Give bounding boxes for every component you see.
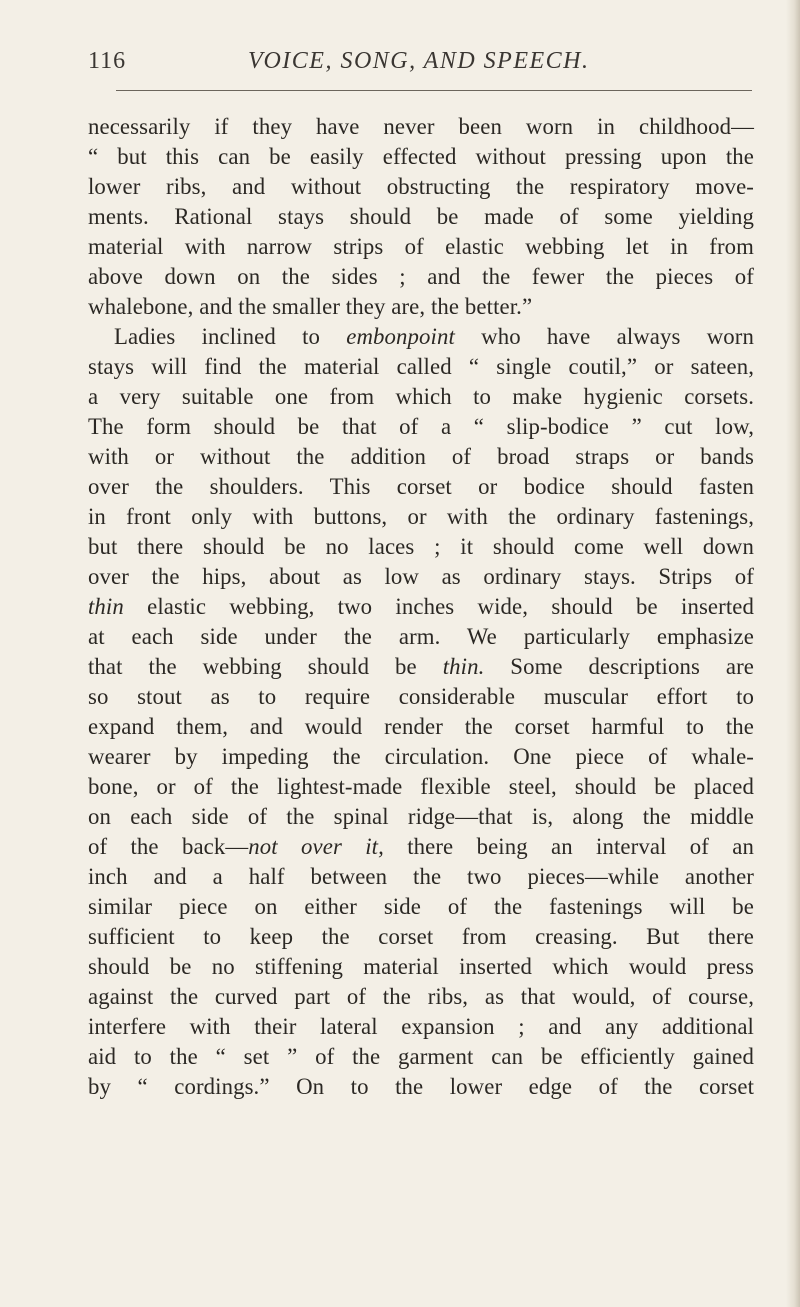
text-line: inch and a half between the two pieces—while another: [88, 864, 754, 889]
text-line: sufficient to keep the corset from creasing. But there: [88, 924, 754, 949]
text-line: by “ cordings.” On to the lower edge of the corset: [88, 1074, 754, 1099]
text-line: so stout as to require considerable muscular effort to: [88, 684, 754, 709]
italic-text: embonpoint: [346, 324, 455, 349]
text-line: [88, 652, 754, 682]
line-text: Ladies inclined to: [114, 324, 347, 349]
text-line: material with narrow strips of elastic webbing let in from: [88, 234, 754, 259]
text-line: lower ribs, and without obstructing the respiratory move-: [88, 174, 754, 199]
line-text: Some descriptions are: [484, 654, 754, 679]
text-line: stays will find the material called “ single coutil,” or sateen,: [88, 354, 754, 379]
text-line: should be no stiffening material inserted which would press: [88, 954, 754, 979]
body-text: [88, 112, 754, 1102]
text-line: necessarily if they have never been worn in childhood—: [88, 114, 754, 139]
page-header: [88, 48, 754, 88]
italic-text: thin: [88, 594, 124, 619]
text-line: [88, 832, 754, 862]
text-line: bone, or of the lightest-made flexible steel, should be placed: [88, 774, 754, 799]
line-text: of the back—: [88, 834, 249, 859]
text-line: ments. Rational stays should be made of some yielding: [88, 204, 754, 229]
text-line: [88, 322, 754, 352]
header-rule: [116, 90, 752, 91]
text-line: over the hips, about as low as ordinary stays. Strips of: [88, 564, 754, 589]
text-line: aid to the “ set ” of the garment can be efficiently gained: [88, 1044, 754, 1069]
text-line: on each side of the spinal ridge—that is, along the middle: [88, 804, 754, 829]
text-line: in front only with buttons, or with the ordinary fastenings,: [88, 504, 754, 529]
text-line: similar piece on either side of the fastenings will be: [88, 894, 754, 919]
line-text: who have always worn: [454, 324, 754, 349]
text-line: at each side under the arm. We particularly emphasize: [88, 624, 754, 649]
text-line: over the shoulders. This corset or bodice should fasten: [88, 474, 754, 499]
page-number: 116: [88, 48, 127, 74]
text-line: against the curved part of the ribs, as that would, of course,: [88, 984, 754, 1009]
text-line: above down on the sides ; and the fewer the pieces of: [88, 264, 754, 289]
line-text: elastic webbing, two inches wide, should be inserted: [123, 594, 754, 619]
text-line: The form should be that of a “ slip-bodice ” cut low,: [88, 414, 754, 439]
line-text: that the webbing should be: [88, 654, 443, 679]
text-line: expand them, and would render the corset harmful to the: [88, 714, 754, 739]
line-text: there being an interval of an: [383, 834, 754, 859]
text-line: interfere with their lateral expansion ; and any additional: [88, 1014, 754, 1039]
page-edge-shadow: [786, 0, 800, 1307]
text-line: [88, 592, 754, 622]
text-line: but there should be no laces ; it should come well down: [88, 534, 754, 559]
italic-text: not over it,: [248, 834, 384, 859]
text-line: whalebone, and the smaller they are, the better.”: [88, 294, 533, 319]
italic-text: thin.: [442, 654, 485, 679]
text-line: with or without the addition of broad straps or bands: [88, 444, 754, 469]
running-title: VOICE, SONG, AND SPEECH.: [248, 48, 590, 74]
text-line: a very suitable one from which to make hygienic corsets.: [88, 384, 754, 409]
text-line: wearer by impeding the circulation. One piece of whale-: [88, 744, 754, 769]
text-line: “ but this can be easily effected without pressing upon the: [88, 144, 754, 169]
